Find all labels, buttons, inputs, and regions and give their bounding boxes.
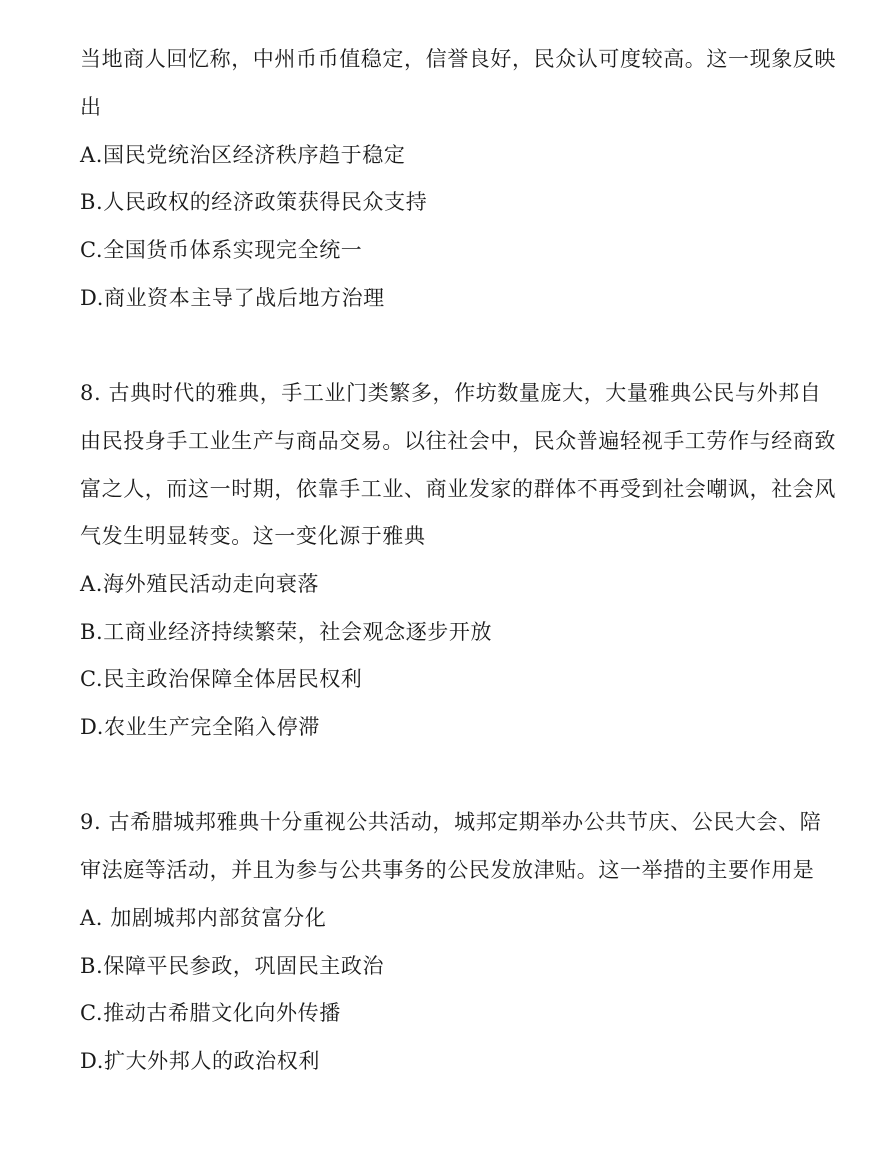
question-9-stem-line-2: 审法庭等活动，并且为参与公共事务的公民发放津贴。这一举措的主要作用是 — [80, 858, 815, 882]
question-9-option-b: B.保障平民参政，巩固民主政治 — [80, 954, 385, 978]
question-8-option-a: A.海外殖民活动走向衰落 — [80, 572, 320, 596]
question-8-option-d: D.农业生产完全陷入停滞 — [80, 715, 320, 739]
question-8-option-b: B.工商业经济持续繁荣，社会观念逐步开放 — [80, 620, 493, 644]
question-8-option-c: C.民主政治保障全体居民权利 — [80, 667, 363, 691]
question-9-option-c: C.推动古希腊文化向外传播 — [80, 1001, 341, 1025]
question-8-stem-line-4: 气发生明显转变。这一变化源于雅典 — [80, 524, 426, 548]
question-9-stem-line-1: 9. 古希腊城邦雅典十分重视公共活动，城邦定期举办公共节庆、公民大会、陪 — [80, 810, 822, 834]
question-7-option-b: B.人民政权的经济政策获得民众支持 — [80, 190, 428, 214]
question-8-stem-line-1: 8. 古典时代的雅典，手工业门类繁多，作坊数量庞大，大量雅典公民与外邦自 — [80, 381, 822, 405]
question-8-stem-line-2: 由民投身手工业生产与商品交易。以往社会中，民众普遍轻视手工劳作与经商致 — [80, 429, 836, 453]
question-9-option-a: A. 加剧城邦内部贫富分化 — [80, 906, 327, 930]
question-7-stem-line-2: 出 — [80, 95, 102, 119]
question-7-option-a: A.国民党统治区经济秩序趋于稳定 — [80, 143, 406, 167]
question-7-option-d: D.商业资本主导了战后地方治理 — [80, 286, 385, 310]
question-9-option-d: D.扩大外邦人的政治权利 — [80, 1049, 320, 1073]
question-7-stem-line-1: 当地商人回忆称，中州币币值稳定，信誉良好，民众认可度较高。这一现象反映 — [80, 47, 836, 71]
question-7-option-c: C.全国货币体系实现完全统一 — [80, 238, 363, 262]
question-8-stem-line-3: 富之人，而这一时期，依靠手工业、商业发家的群体不再受到社会嘲讽，社会风 — [80, 477, 836, 501]
